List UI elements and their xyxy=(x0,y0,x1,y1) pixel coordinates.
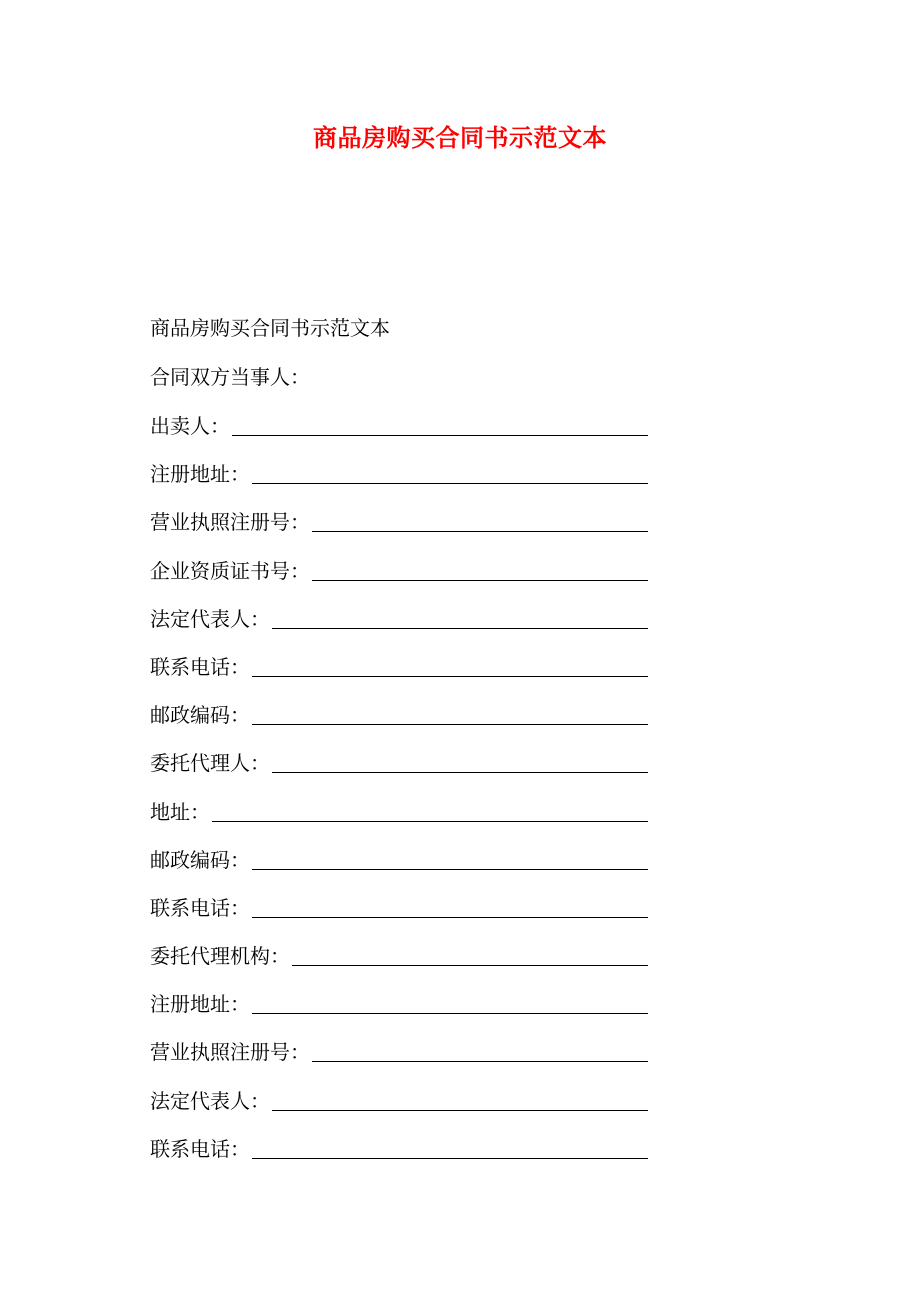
party-fields xyxy=(150,414,648,1185)
field-label: 法定代表人： xyxy=(150,1088,270,1113)
field-row-phone xyxy=(150,655,648,679)
fill-in-line xyxy=(272,628,648,629)
fill-in-line xyxy=(252,917,648,918)
field-row-registered-address xyxy=(150,992,648,1016)
field-label: 委托代理人： xyxy=(150,751,270,776)
field-row-registered-address xyxy=(150,462,648,486)
field-row-qualification-cert xyxy=(150,559,648,583)
field-label: 法定代表人： xyxy=(150,606,270,631)
field-row-seller xyxy=(150,414,648,438)
fill-in-line xyxy=(312,531,648,532)
field-label: 注册地址： xyxy=(150,992,250,1017)
fill-in-line xyxy=(312,1061,648,1062)
fill-in-line xyxy=(252,483,648,484)
field-row-postal-code xyxy=(150,703,648,727)
field-label: 出卖人： xyxy=(150,414,230,438)
fill-in-line xyxy=(292,965,648,966)
fill-in-line xyxy=(252,724,648,725)
body-heading: 商品房购买合同书示范文本 xyxy=(150,316,390,340)
parties-heading: 合同双方当事人： xyxy=(150,365,310,389)
field-row-business-license xyxy=(150,1040,648,1064)
field-row-phone xyxy=(150,1137,648,1161)
document-title: 商品房购买合同书示范文本 xyxy=(313,123,607,152)
field-label: 地址： xyxy=(150,799,210,824)
field-row-postal-code xyxy=(150,848,648,872)
field-label: 委托代理机构： xyxy=(150,944,290,969)
fill-in-line xyxy=(272,1110,648,1111)
fill-in-line xyxy=(252,1158,648,1159)
field-row-agent xyxy=(150,751,648,775)
field-label: 企业资质证书号： xyxy=(150,558,310,583)
field-label: 营业执照注册号： xyxy=(150,1040,310,1065)
field-label: 注册地址： xyxy=(150,462,250,487)
fill-in-line xyxy=(212,821,648,822)
fill-in-line xyxy=(312,580,648,581)
field-label: 邮政编码： xyxy=(150,703,250,728)
field-label: 邮政编码： xyxy=(150,847,250,872)
field-row-legal-rep xyxy=(150,1089,648,1113)
fill-in-line xyxy=(252,676,648,677)
fill-in-line xyxy=(252,869,648,870)
field-label: 联系电话： xyxy=(150,654,250,679)
field-label: 联系电话： xyxy=(150,895,250,920)
field-label: 联系电话： xyxy=(150,1136,250,1161)
field-row-business-license xyxy=(150,510,648,534)
field-row-legal-rep xyxy=(150,607,648,631)
fill-in-line xyxy=(272,772,648,773)
field-label: 营业执照注册号： xyxy=(150,510,310,535)
fill-in-line xyxy=(232,435,648,436)
field-row-phone xyxy=(150,896,648,920)
field-row-address xyxy=(150,800,648,824)
field-row-agency xyxy=(150,944,648,968)
fill-in-line xyxy=(252,1013,648,1014)
